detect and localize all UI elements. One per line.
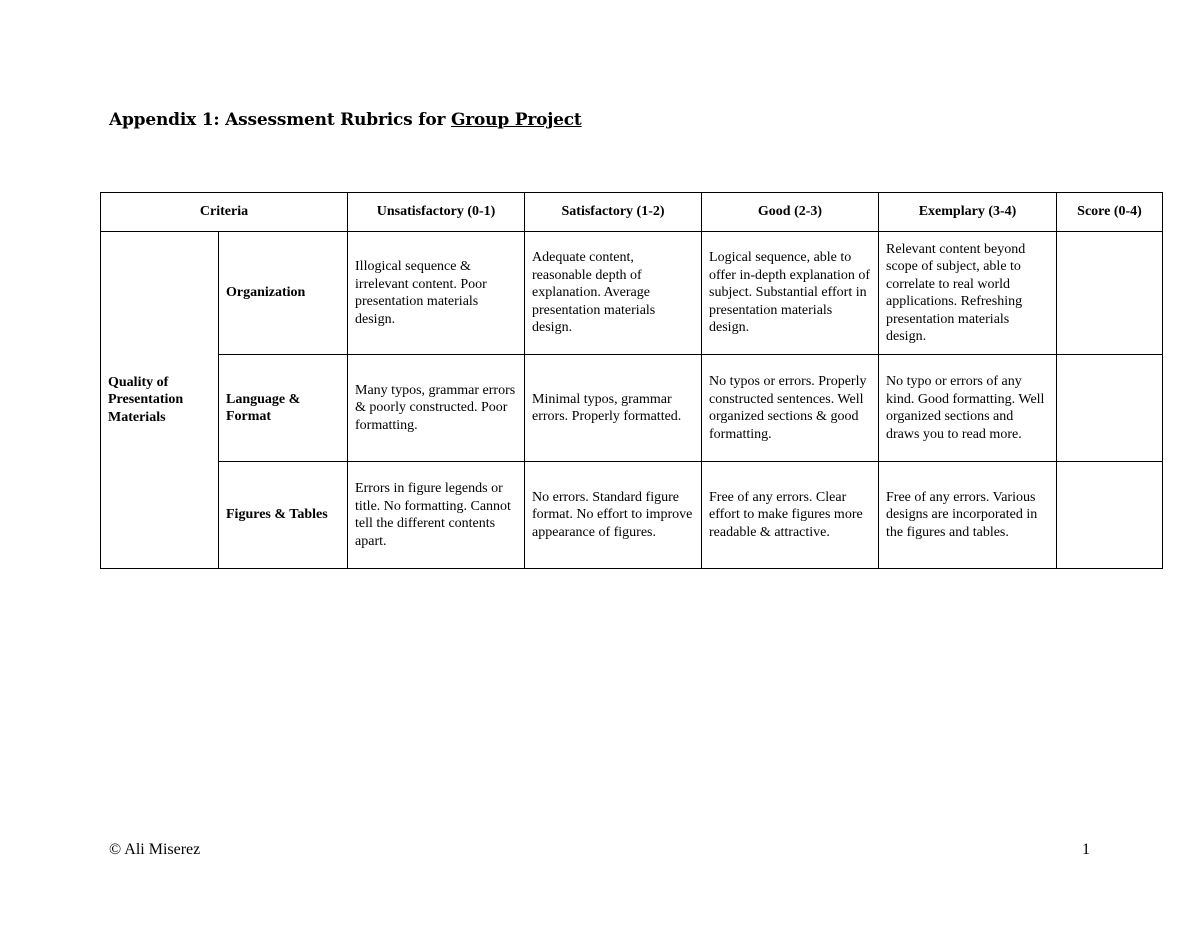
cell-good: Free of any errors. Clear effort to make figures more readable & attractive.	[702, 462, 879, 569]
header-good: Good (2-3)	[702, 193, 879, 232]
cell-exemplary: Relevant content beyond scope of subject, able to correlate to real world applications. Refreshing presentation materials design.	[879, 232, 1057, 355]
cell-unsatisfactory: Illogical sequence & irrelevant content. Poor presentation materials design.	[348, 232, 525, 355]
cell-unsatisfactory: Many typos, grammar errors & poorly constructed. Poor formatting.	[348, 355, 525, 462]
cell-score[interactable]	[1057, 355, 1163, 462]
cell-satisfactory: Minimal typos, grammar errors. Properly formatted.	[525, 355, 702, 462]
cell-exemplary: No typo or errors of any kind. Good formatting. Well organized sections and draws you to read more.	[879, 355, 1057, 462]
header-satisfactory: Satisfactory (1-2)	[525, 193, 702, 232]
cell-score[interactable]	[1057, 462, 1163, 569]
header-exemplary: Exemplary (3-4)	[879, 193, 1057, 232]
cell-exemplary: Free of any errors. Various designs are incorporated in the figures and tables.	[879, 462, 1057, 569]
table-row	[101, 462, 1163, 569]
footer-copyright: © Ali Miserez	[109, 841, 201, 858]
criterion-label: Figures & Tables	[219, 462, 348, 569]
cell-good: No typos or errors. Properly constructed sentences. Well organized sections & good formatting.	[702, 355, 879, 462]
page-title-emphasis: Group Project	[450, 110, 582, 130]
cell-satisfactory: Adequate content, reasonable depth of explanation. Average presentation materials design.	[525, 232, 702, 355]
table-row	[101, 232, 1163, 355]
table-row	[101, 355, 1163, 462]
header-criteria: Criteria	[101, 193, 348, 232]
header-unsatisfactory: Unsatisfactory (0-1)	[348, 193, 525, 232]
header-score: Score (0-4)	[1057, 193, 1163, 232]
criterion-label: Language & Format	[219, 355, 348, 462]
criteria-group: Quality of Presentation Materials	[101, 232, 219, 569]
cell-good: Logical sequence, able to offer in-depth explanation of subject. Substantial effort in presentation materials design.	[702, 232, 879, 355]
cell-satisfactory: No errors. Standard figure format. No effort to improve appearance of figures.	[525, 462, 702, 569]
page-title	[109, 110, 582, 130]
page-title-prefix: Appendix 1: Assessment Rubrics for	[109, 110, 451, 130]
rubric-table	[100, 192, 1163, 569]
header-row	[101, 193, 1163, 232]
criterion-label: Organization	[219, 232, 348, 355]
cell-score[interactable]	[1057, 232, 1163, 355]
cell-unsatisfactory: Errors in figure legends or title. No formatting. Cannot tell the different contents apart.	[348, 462, 525, 569]
page-number: 1	[1082, 841, 1090, 858]
